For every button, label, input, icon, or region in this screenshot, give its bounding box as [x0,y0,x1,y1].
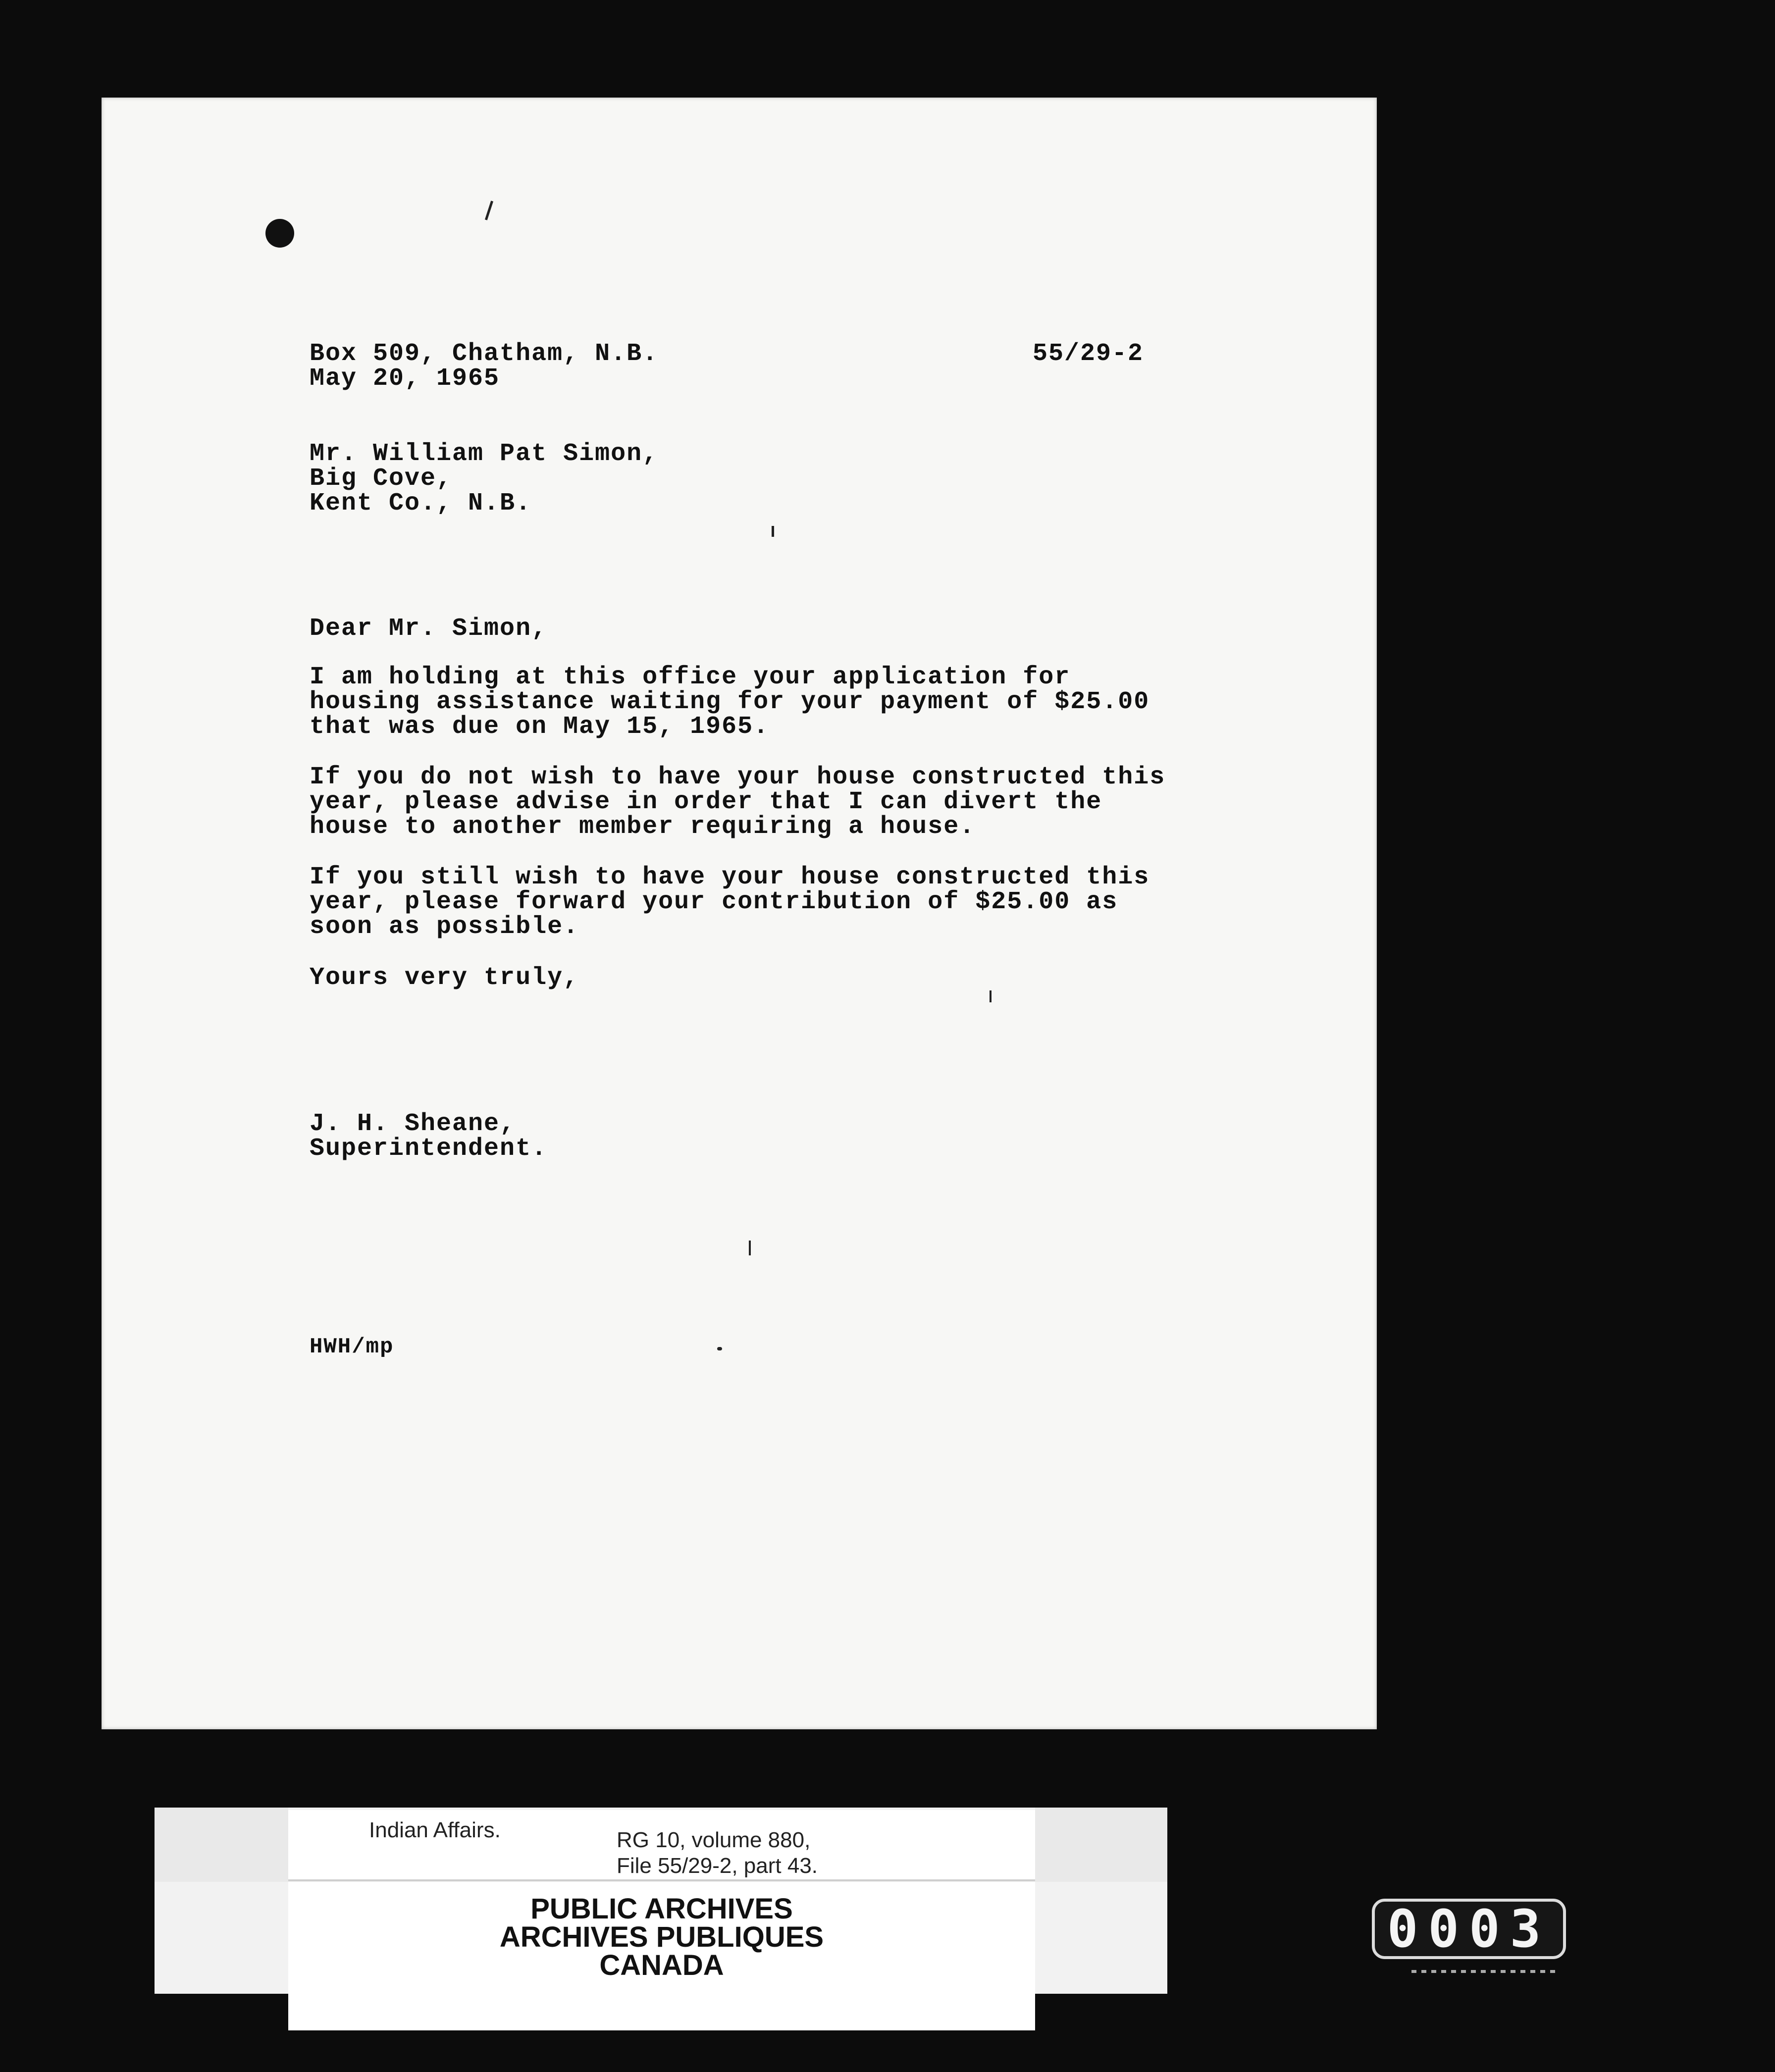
punch-hole [265,219,294,248]
scan-speck [990,990,992,1002]
salutation: Dear Mr. Simon, [310,615,548,643]
archives-title-english: PUBLIC ARCHIVES [530,1893,793,1925]
scan-speck [749,1241,751,1255]
label-record-group: RG 10, volume 880, [617,1828,811,1852]
scan-speck [717,1347,722,1350]
recipient-address-line: Big Cove, [310,465,453,493]
signatory-title: Superintendent. [310,1135,548,1163]
body-line: that was due on May 15, 1965. [310,713,770,741]
scan-speck [772,526,774,537]
letter-date: May 20, 1965 [310,364,500,393]
label-tab [155,1808,288,1882]
typist-initials: HWH/mp [310,1335,394,1359]
body-line: soon as possible. [310,913,579,941]
frame-counter-dots [1411,1970,1555,1973]
label-department: Indian Affairs. [369,1818,501,1842]
body-line: If you still wish to have your house constructed this [310,863,1150,891]
body-line: house to another member requiring a house. [310,813,976,841]
body-line: year, please advise in order that I can divert the [310,788,1102,816]
body-line: housing assistance waiting for your payment of $25.00 [310,688,1150,716]
body-line: year, please forward your contribution of $25.00 as [310,888,1118,916]
closing: Yours very truly, [310,964,579,992]
body-line: I am holding at this office your application for [310,663,1071,691]
body-line: If you do not wish to have your house constructed this [310,763,1166,791]
label-tab [1035,1808,1167,1882]
recipient-address-line: Kent Co., N.B. [310,489,532,518]
label-file: File 55/29-2, part 43. [617,1854,818,1878]
archives-country: CANADA [599,1949,724,1981]
archives-title-french: ARCHIVES PUBLIQUES [499,1921,824,1953]
recipient-name: Mr. William Pat Simon, [310,440,659,468]
signatory-name: J. H. Sheane, [310,1110,516,1138]
file-reference: 55/29-2 [1033,340,1144,368]
frame-counter: 0003 [1372,1899,1566,1959]
sender-address: Box 509, Chatham, N.B. [310,340,659,368]
